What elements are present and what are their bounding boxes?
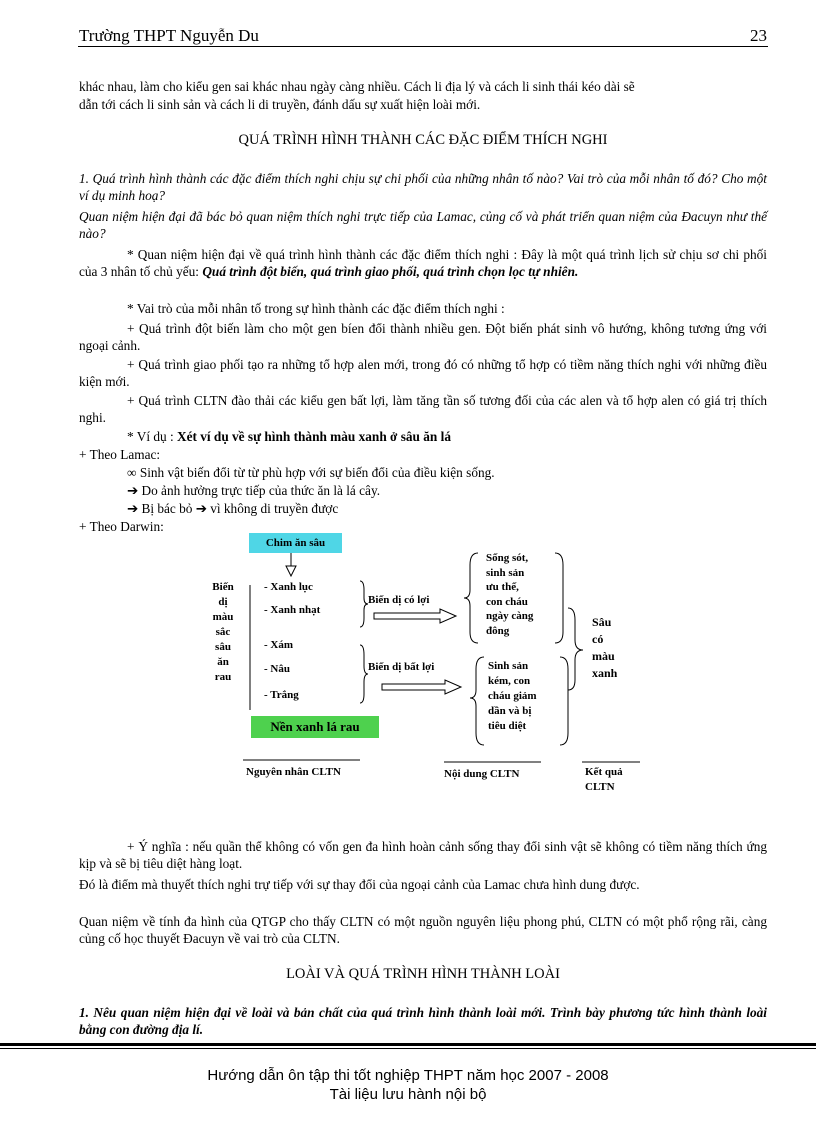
arrow-icon: ➔	[127, 501, 142, 516]
paragraph-selection: + Quá trình CLTN đào thải các kiểu gen bất lợi, làm tăng tần số tương đối của các alen và tổ hợp alen có giá trị thích nghi.	[79, 393, 767, 425]
down-arrow-icon	[286, 553, 296, 576]
question-1: 1. Quá trình hình thành các đặc điểm thích nghi chịu sự chi phối của những nhân tố nào? Vai trò của mỗi nhân tố đó? Cho một ví dụ minh hoạ?	[79, 171, 767, 203]
good-brace-icon	[360, 581, 368, 627]
survive-brace-open	[464, 553, 478, 643]
survive-brace-close	[555, 553, 563, 643]
question-2: 1. Nêu quan niệm hiện đại về loài và bản chất của quá trình hình thành loài mới. Trình bày phương tức hình thành loài bằng con đường địa lí.	[79, 1005, 767, 1037]
result-text: Sâu có màu xanh	[592, 615, 618, 680]
paragraph-lamarck-gap: Đó là điểm mà thuyết thích nghi trự tiếp với sự thay đổi của ngoại cảnh của Lamac chưa hình dung được.	[79, 877, 640, 892]
lamarck-point-3: ➔ Bị bác bỏ ➔ vì không di truyền được	[127, 501, 339, 516]
lamarck-title: + Theo Lamac:	[79, 447, 161, 462]
example-label: * Ví dụ :	[127, 429, 177, 444]
content-label: Nội dung CLTN	[444, 768, 520, 780]
arrow-icon: ➔	[195, 501, 211, 516]
bad-color-3: - Trắng	[264, 689, 299, 701]
good-variation-label: Biến dị có lợi	[368, 594, 430, 606]
good-arrow-icon	[374, 609, 456, 623]
good-color-1: - Xanh lục	[264, 581, 313, 593]
footer-line-2: Tài liệu lưu hành nội bộ	[329, 1086, 487, 1103]
result-brace-icon	[568, 608, 583, 690]
example-title: Xét ví dụ về sự hình thành màu xanh ở sâu ăn lá	[177, 429, 451, 444]
paragraph-meaning: + Ý nghĩa : nếu quần thể không có vốn gen đa hình hoàn cảnh sống thay đổi sinh vật sẽ không có tiềm năng thích ứng kịp và sẽ bị tiêu diệt hàng loạt.	[79, 839, 767, 871]
survive-text: Sống sót, sinh sản ưu thế, con cháu ngày càng đông	[486, 552, 534, 637]
bullet-icon: ∞	[127, 465, 140, 480]
question-1b: Quan niệm hiện đại đã bác bỏ quan niệm thích nghi trực tiếp của Lamac, củng cố và phát triển quan niệm của Đacuyn như thế nào?	[79, 209, 767, 241]
paragraph-polymorphism: Quan niệm về tính đa hình của QTGP cho thấy CLTN có một nguồn nguyên liệu phong phú, CLTN có một phổ rộng rãi, càng củng cố học thuyết Đacuyn về vai trò của CLTN.	[79, 914, 767, 946]
paragraph-mating: + Quá trình giao phối tạo ra những tổ hợp alen mới, trong đó có những tổ hợp có tiềm năng thích nghi với những điều kiện mới.	[79, 357, 767, 389]
die-brace-close	[560, 657, 568, 745]
good-color-2: - Xanh nhạt	[264, 604, 321, 616]
school-name: Trường THPT Nguyễn Du	[79, 26, 259, 45]
footer-divider-thick	[0, 1043, 816, 1046]
bad-variation-label: Biến dị bất lợi	[368, 661, 435, 673]
intro-line-2: dẫn tới cách li sinh sản và cách li di truyền, đánh dấu sự xuất hiện loài mới.	[79, 97, 481, 112]
paragraph-roles: * Vai trò của mỗi nhân tố trong sự hình thành các đặc điểm thích nghi :	[127, 301, 505, 316]
page-number: 23	[750, 26, 767, 45]
die-text: Sinh sản kém, con cháu giảm dần và bị tiêu diệt	[488, 660, 537, 732]
cause-label: Nguyên nhân CLTN	[246, 766, 341, 778]
darwin-title: + Theo Darwin:	[79, 519, 164, 534]
lamarck-point-2: ➔ Do ảnh hưởng trực tiếp của thức ăn là lá cây.	[127, 483, 381, 498]
background-box: Nền xanh lá rau	[251, 716, 379, 738]
bad-arrow-icon	[382, 680, 461, 694]
bird-box: Chim ăn sâu	[249, 533, 342, 553]
three-factors: Quá trình đột biến, quá trình giao phối, quá trình chọn lọc tự nhiên.	[202, 264, 579, 279]
outcome-label: Kết quả CLTN	[585, 766, 623, 793]
modern-view-text: * Quan niệm hiện đại về quá trình hình thành các đặc điểm thích nghi : Đây là một quá trình lịch sử chịu sơ chi phối của 3 nhân tố chủ yếu:	[79, 247, 767, 279]
section-title-species: LOÀI VÀ QUÁ TRÌNH HÌNH THÀNH LOÀI	[286, 966, 560, 982]
bad-color-2: - Nâu	[264, 663, 290, 675]
footer-divider-thin	[0, 1048, 816, 1049]
section-title-adaptation: QUÁ TRÌNH HÌNH THÀNH CÁC ĐẶC ĐIỂM THÍCH NGHI	[238, 132, 608, 148]
bad-color-1: - Xám	[264, 639, 294, 651]
bad-brace-icon	[360, 645, 368, 703]
footer-line-1: Hướng dẫn ôn tập thi tốt nghiệp THPT năm học 2007 - 2008	[207, 1067, 609, 1084]
variation-label: Biến dị màu sắc sâu ăn rau	[212, 581, 234, 683]
intro-line-1: khác nhau, làm cho kiểu gen sai khác nhau ngày càng nhiều. Cách li địa lý và cách li sinh thái kéo dài sẽ	[79, 79, 635, 94]
paragraph-mutation: + Quá trình đột biến làm cho một gen bíen đổi thành nhiều gen. Đột biến phát sinh vô hướng, không tương ứng với ngoại cảnh.	[79, 321, 767, 353]
arrow-icon: ➔	[127, 483, 142, 498]
lamarck-point-1: ∞ Sinh vật biến đổi từ từ phù hợp với sự biến đổi của điều kiện sống.	[127, 465, 495, 480]
die-brace-open	[470, 657, 484, 745]
